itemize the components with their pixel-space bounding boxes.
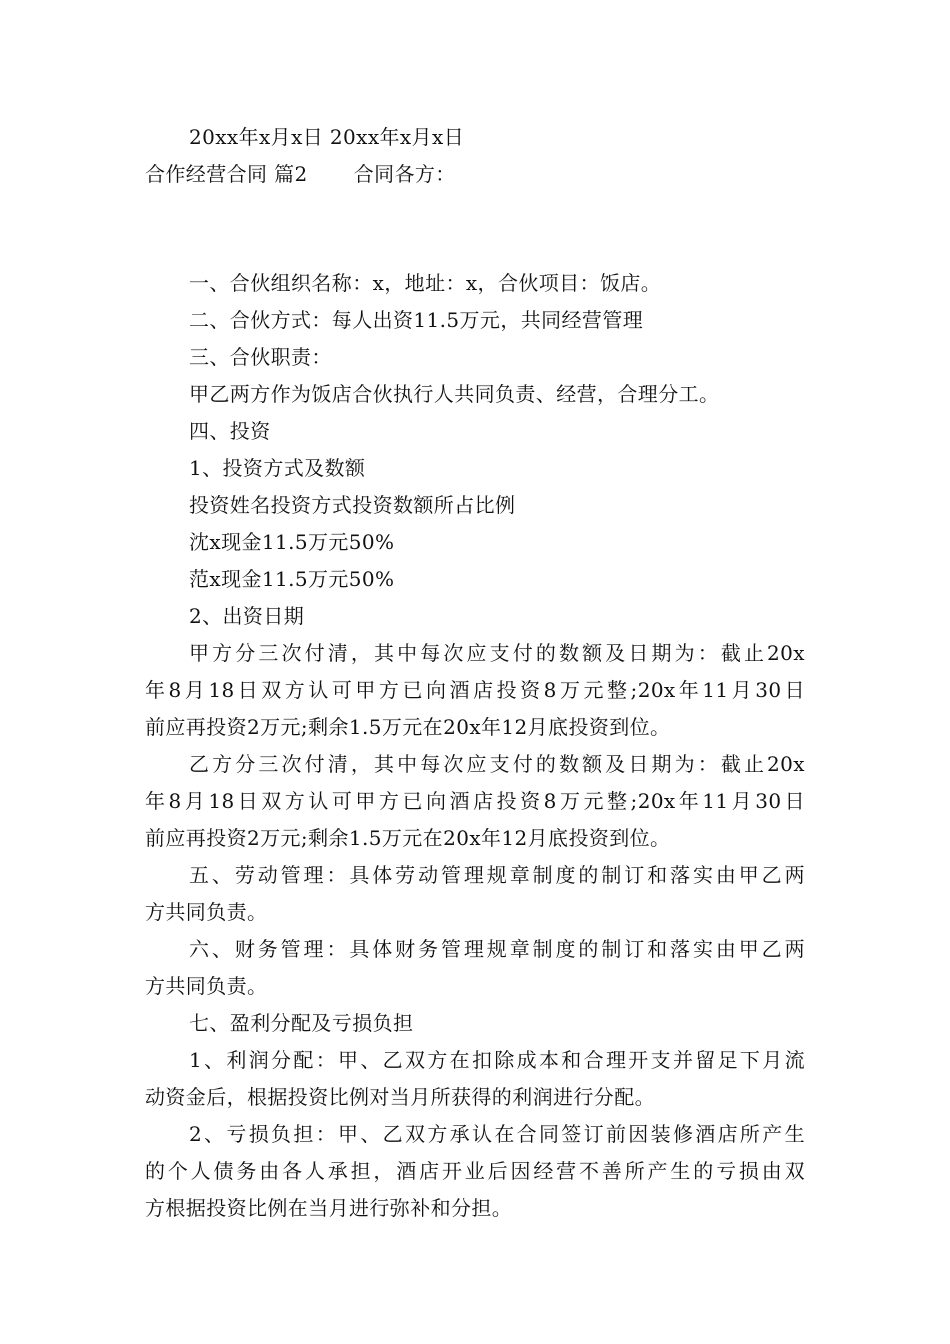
contract-title: 合作经营合同 篇2 — [145, 162, 308, 186]
section-heading-line — [145, 161, 456, 187]
clause-partnership-method: 二、合伙方式：每人出资11.5万元，共同经营管理 — [189, 308, 644, 332]
investment-row-shen: 沈x现金11.5万元50% — [189, 530, 395, 554]
payment-date-heading: 2、出资日期 — [189, 604, 305, 628]
loss-burden-line-3: 方根据投资比例在当月进行弥补和分担。 — [145, 1196, 513, 1220]
party-b-payment-line-1: 乙方分三次付清，其中每次应支付的数额及日期为：截止20x — [189, 752, 805, 776]
loss-burden-line-1: 2、亏损负担：甲、乙双方承认在合同签订前因装修酒店所产生 — [189, 1122, 805, 1146]
labor-management-line-1: 五、劳动管理：具体劳动管理规章制度的制订和落实由甲乙两 — [189, 863, 805, 887]
profit-distribution-line-1: 1、利润分配：甲、乙双方在扣除成本和合理开支并留足下月流 — [189, 1048, 805, 1072]
party-b-payment-line-2: 年8月18日双方认可甲方已向酒店投资8万元整;20x年11月30日 — [145, 789, 805, 813]
labor-management-line-2: 方共同负责。 — [145, 900, 268, 924]
party-b-payment-line-3: 前应再投资2万元;剩余1.5万元在20x年12月底投资到位。 — [145, 826, 671, 850]
investment-row-fan: 范x现金11.5万元50% — [189, 567, 395, 591]
financial-management-line-1: 六、财务管理：具体财务管理规章制度的制订和落实由甲乙两 — [189, 937, 805, 961]
date-line: 20xx年x月x日 20xx年x月x日 — [189, 125, 465, 149]
party-a-payment-line-2: 年8月18日双方认可甲方已向酒店投资8万元整;20x年11月30日 — [145, 678, 805, 702]
clause-duties-heading: 三、合伙职责： — [189, 345, 332, 369]
clause-investment-heading: 四、投资 — [189, 419, 271, 443]
profit-distribution-line-2: 动资金后，根据投资比例对当月所获得的利润进行分配。 — [145, 1085, 655, 1109]
loss-burden-line-2: 的个人债务由各人承担，酒店开业后因经营不善所产生的亏损由双 — [145, 1159, 805, 1183]
contract-parties-label: 合同各方： — [353, 162, 456, 186]
investment-table-header: 投资姓名投资方式投资数额所占比例 — [189, 493, 516, 517]
financial-management-line-2: 方共同负责。 — [145, 974, 268, 998]
investment-method-heading: 1、投资方式及数额 — [189, 456, 366, 480]
party-a-payment-line-3: 前应再投资2万元;剩余1.5万元在20x年12月底投资到位。 — [145, 715, 671, 739]
party-a-payment-line-1: 甲方分三次付清，其中每次应支付的数额及日期为：截止20x — [189, 641, 805, 665]
profit-loss-heading: 七、盈利分配及亏损负担 — [189, 1011, 414, 1035]
clause-partnership-name: 一、合伙组织名称：x，地址：x，合伙项目：饭店。 — [189, 271, 662, 295]
clause-duties-text: 甲乙两方作为饭店合伙执行人共同负责、经营，合理分工。 — [189, 382, 720, 406]
